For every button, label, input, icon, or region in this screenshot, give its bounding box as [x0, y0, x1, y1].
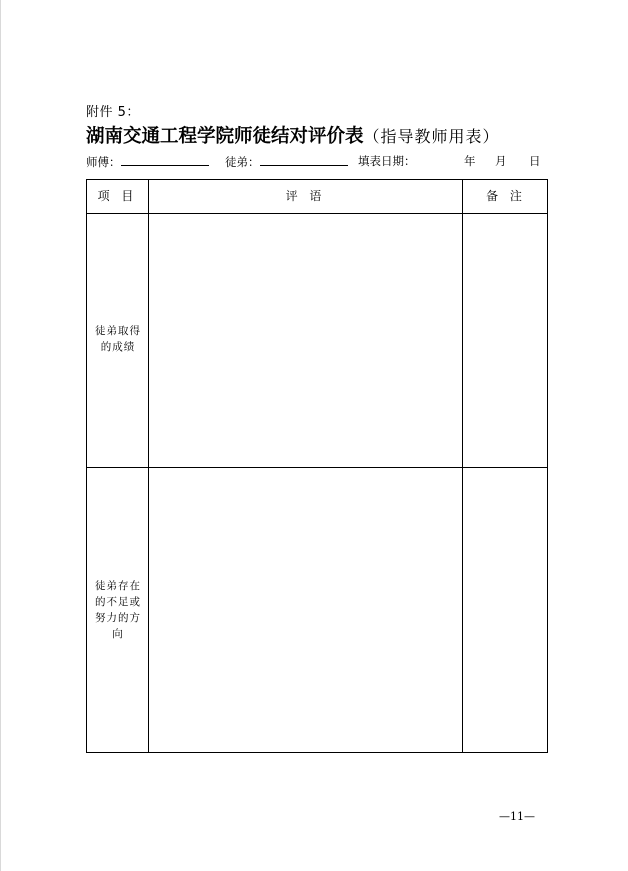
row-divider	[87, 467, 547, 468]
row-label-shortcomings	[87, 578, 149, 642]
day-label: 日	[529, 154, 541, 168]
month-label: 月	[495, 154, 507, 168]
master-label: 师傅：	[86, 155, 121, 169]
apprentice-label: 徒弟：	[225, 155, 260, 169]
row-label-line: 的成绩	[100, 341, 136, 353]
form-title: 湖南交通工程学院师徒结对评价表	[86, 126, 364, 147]
form-meta-row	[86, 153, 548, 171]
header-divider	[87, 213, 547, 214]
apprentice-blank[interactable]	[260, 153, 348, 166]
apprentice-field	[225, 153, 348, 170]
column-divider	[462, 180, 463, 752]
row-label-line: 努力的方	[95, 612, 141, 624]
header-item: 项 目	[97, 189, 138, 203]
master-field	[86, 153, 209, 170]
row-label-line: 徒弟存在	[95, 580, 141, 592]
row-label-line: 向	[112, 628, 124, 640]
row-label-achievements	[87, 323, 149, 355]
title-row	[86, 122, 500, 148]
column-divider	[148, 180, 149, 752]
year-label: 年	[464, 154, 476, 168]
form-subtitle: （指导教师用表）	[363, 127, 500, 146]
header-comments: 评 语	[285, 189, 326, 203]
header-remarks: 备 注	[486, 189, 526, 203]
row-label-line: 的不足或	[95, 596, 141, 608]
page-edge	[0, 0, 1, 871]
row-label-line: 徒弟取得	[95, 325, 141, 337]
master-blank[interactable]	[121, 153, 209, 166]
attachment-label: 附件 5：	[86, 105, 140, 120]
date-label: 填表日期：	[358, 154, 416, 168]
evaluation-table	[86, 179, 548, 753]
page-number: —11—	[499, 810, 535, 823]
